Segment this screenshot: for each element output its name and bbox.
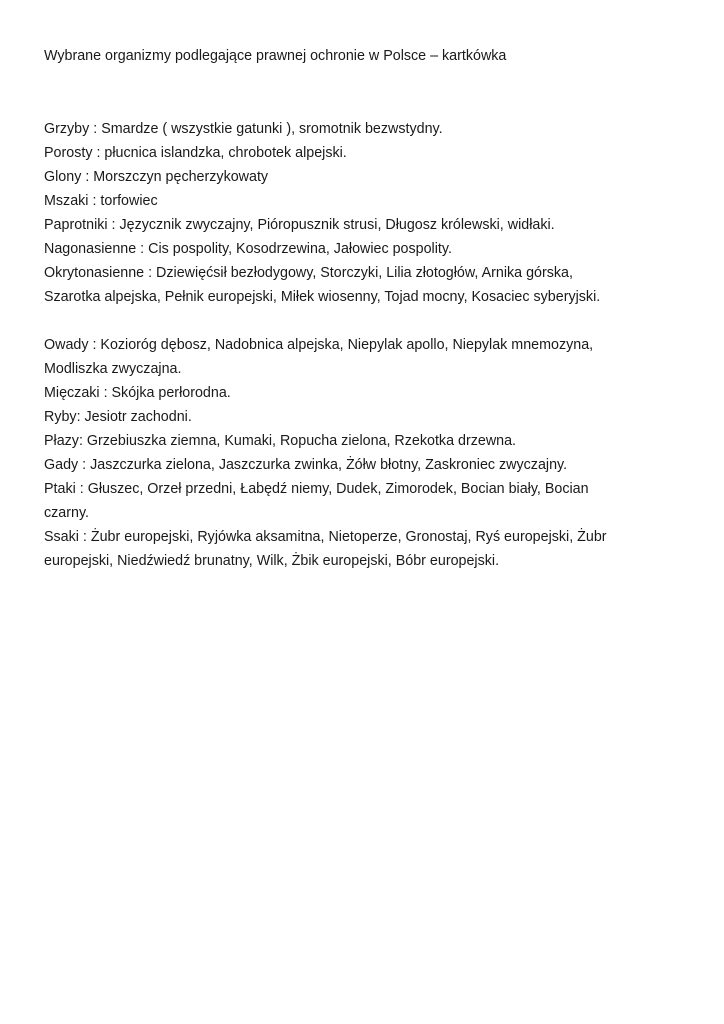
- text-line-porosty: Porosty : płucnica islandzka, chrobotek alpejski.: [44, 145, 347, 161]
- text-line-ssaki-cont: europejski, Niedźwiedź brunatny, Wilk, Żbik europejski, Bóbr europejski.: [44, 553, 500, 569]
- text-line-owady: Owady : Kozioróg dębosz, Nadobnica alpejska, Niepylak apollo, Niepylak mnemozyna,: [44, 337, 594, 353]
- text-line-glony: Glony : Morszczyn pęcherzykowaty: [44, 169, 269, 185]
- document-body: [44, 44, 664, 573]
- text-line-gady: Gady : Jaszczurka zielona, Jaszczurka zwinka, Żółw błotny, Zaskroniec zwyczajny.: [44, 457, 568, 473]
- text-line-plazy: Płazy: Grzebiuszka ziemna, Kumaki, Ropucha zielona, Rzekotka drzewna.: [44, 433, 517, 449]
- plants-fungi-section: [44, 117, 664, 309]
- text-line-grzyby: Grzyby : Smardze ( wszystkie gatunki ), sromotnik bezwstydny.: [44, 121, 443, 137]
- text-line-ryby: Ryby: Jesiotr zachodni.: [44, 409, 192, 425]
- text-line-ssaki: Ssaki : Żubr europejski, Ryjówka aksamitna, Nietoperze, Gronostaj, Ryś europejski, Żubr: [44, 529, 607, 545]
- text-line-paprotniki: Paprotniki : Języcznik zwyczajny, Pióropusznik strusi, Długosz królewski, widłaki.: [44, 217, 555, 233]
- text-line-owady-cont: Modliszka zwyczajna.: [44, 361, 182, 377]
- text-line-ptaki: Ptaki : Głuszec, Orzeł przedni, Łabędź niemy, Dudek, Zimorodek, Bocian biały, Bocian: [44, 481, 589, 497]
- animals-section: [44, 333, 664, 573]
- text-line-okrytonasienne: Okrytonasienne : Dziewięćsił bezłodygowy, Storczyki, Lilia złotogłów, Arnika górska,: [44, 265, 573, 281]
- text-line-mszaki: Mszaki : torfowiec: [44, 193, 158, 209]
- text-line-okrytonasienne-cont: Szarotka alpejska, Pełnik europejski, Miłek wiosenny, Tojad mocny, Kosaciec syberyjski.: [44, 289, 601, 305]
- paragraph-spacer: [44, 309, 664, 333]
- text-line-nagonasienne: Nagonasienne : Cis pospolity, Kosodrzewina, Jałowiec pospolity.: [44, 241, 452, 257]
- text-line-mieczaki: Mięczaki : Skójka perłorodna.: [44, 385, 231, 401]
- text-line-ptaki-cont: czarny.: [44, 505, 90, 521]
- document-title: Wybrane organizmy podlegające prawnej ochronie w Polsce – kartkówka: [44, 48, 507, 64]
